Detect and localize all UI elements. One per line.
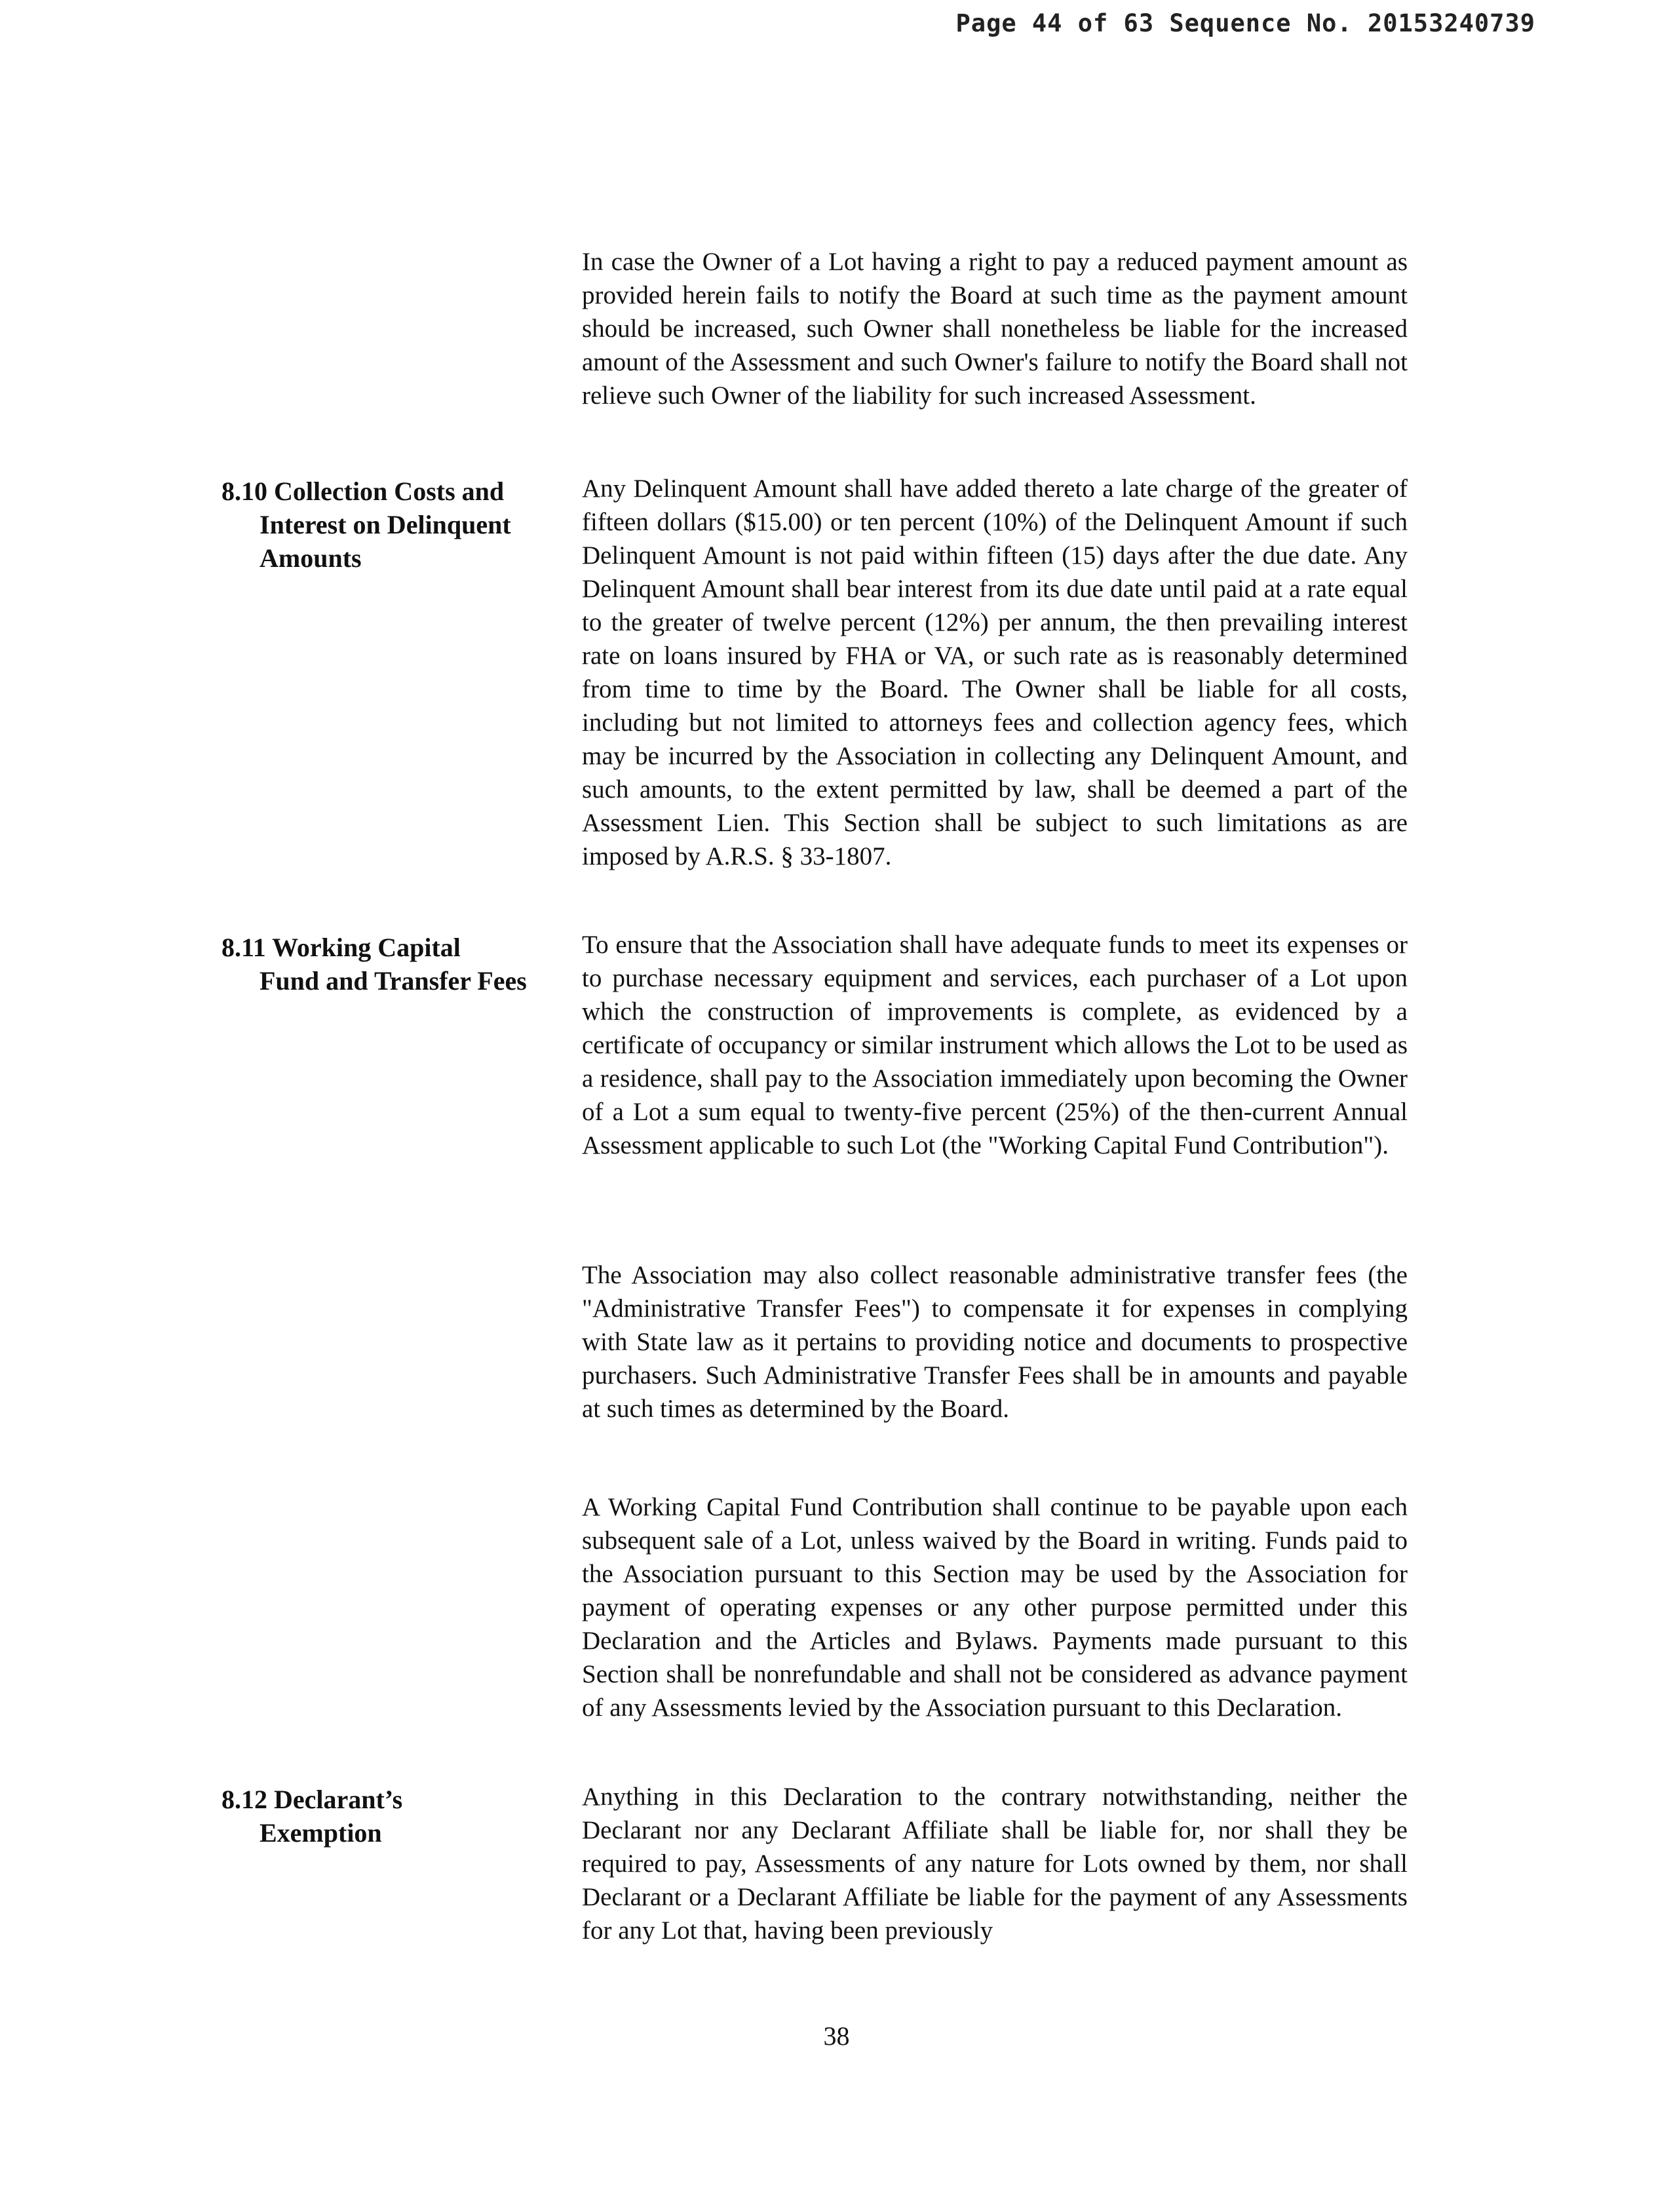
paragraph-intro: In case the Owner of a Lot having a right to pay a reduced payment amount as provided herein fails to notify the Board at such time as the payment amount should be increased, such Owner shall nonetheless be liable for the increased amount of the Assessment and such Owner's failure to notify the Board shall not relieve such Owner of the liability for such increased Assessment.	[582, 248, 1408, 410]
paragraph-8-10: Any Delinquent Amount shall have added thereto a late charge of the greater of fifteen dollars ($15.00) or ten percent (10%) of the Delinquent Amount if such Delinquent Amount is not paid within fifteen (15) days after the due date. Any Delinquent Amount shall bear interest from its due date until paid at a rate equal to the greater of twelve percent (12%) per annum, the then prevailing interest rate on loans insured by FHA or VA, or such rate as is reasonably determined from time to time by the Board. The Owner shall be liable for all costs, including but not limited to attorneys fees and collection agency fees, which may be incurred by the Association in collecting any Delinquent Amount, and such amounts, to the extent permitted by law, shall be deemed a part of the Assessment Lien. This Section shall be subject to such limitations as are imposed by A.R.S. § 33-1807.	[582, 475, 1408, 870]
section-heading-8-10-line2: Interest on Delinquent	[260, 510, 511, 539]
section-heading-8-12-line1: 8.12 Declarant’s	[221, 1785, 403, 1814]
paragraph-8-11-c: A Working Capital Fund Contribution shall continue to be payable upon each subsequent sale of a Lot, unless waived by the Board in writing. Funds paid to the Association pursuant to this Section may be used by the Association for payment of operating expenses or any other purpose permitted under this Declaration and the Articles and Bylaws. Payments made pursuant to this Section shall be nonrefundable and shall not be considered as advance payment of any Assessments levied by the Association pursuant to this Declaration.	[582, 1493, 1408, 1722]
paragraph-8-12: Anything in this Declaration to the contrary notwithstanding, neither the Declarant nor any Declarant Affiliate shall be liable for, nor shall they be required to pay, Assessments of any nature for Lots owned by them, nor shall Declarant or a Declarant Affiliate be liable for the payment of any Assessments for any Lot that, having been previously	[582, 1783, 1408, 1945]
section-heading-8-11-line2: Fund and Transfer Fees	[260, 966, 527, 996]
section-heading-8-10	[221, 475, 562, 575]
section-heading-8-11	[221, 931, 562, 998]
section-heading-8-11-line1: 8.11 Working Capital	[221, 933, 461, 962]
page-sequence-header: Page 44 of 63 Sequence No. 20153240739	[955, 9, 1535, 37]
section-heading-8-12	[221, 1783, 562, 1850]
paragraph-8-11-a: To ensure that the Association shall have adequate funds to meet its expenses or to purchase necessary equipment and services, each purchaser of a Lot upon which the construction of improvements is complete, as evidenced by a certificate of occupancy or similar instrument which allows the Lot to be used as a residence, shall pay to the Association immediately upon becoming the Owner of a Lot a sum equal to twenty-five percent (25%) of the then-current Annual Assessment applicable to such Lot (the "Working Capital Fund Contribution").	[582, 931, 1408, 1159]
paragraph-8-11-b: The Association may also collect reasonable administrative transfer fees (the "Administrative Transfer Fees") to compensate it for expenses in complying with State law as it pertains to providing notice and documents to prospective purchasers. Such Administrative Transfer Fees shall be in amounts and payable at such times as determined by the Board.	[582, 1261, 1408, 1423]
section-heading-8-10-line1: 8.10 Collection Costs and	[221, 476, 505, 506]
section-heading-8-12-line2: Exemption	[260, 1818, 382, 1848]
section-heading-8-10-line3: Amounts	[260, 543, 362, 573]
page-number: 38	[823, 2021, 850, 2051]
